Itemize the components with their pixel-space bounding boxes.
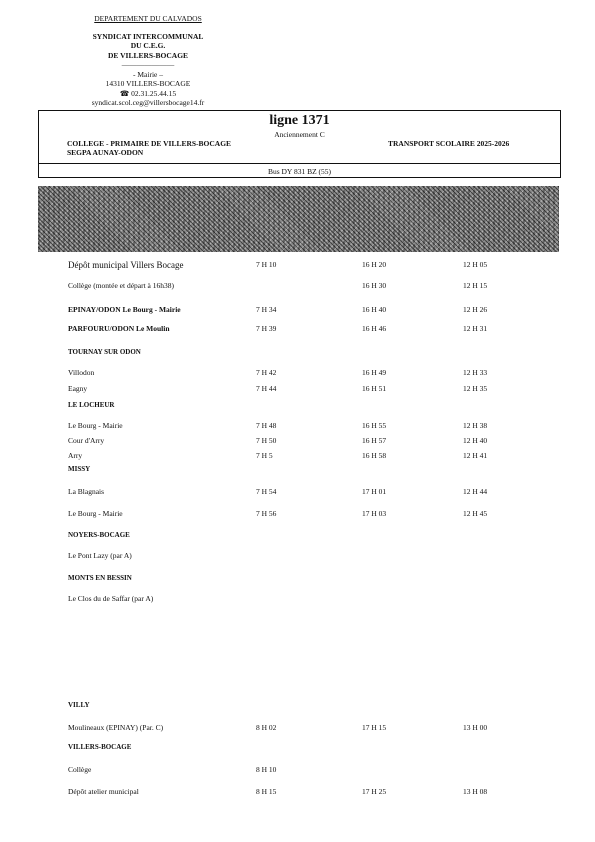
bus-label: Bus DY 831 BZ (55) [267,167,332,176]
time-afternoon: 16 H 40 [362,305,387,314]
time-midday: 13 H 00 [463,723,488,732]
table-row [0,435,595,447]
transport-label: TRANSPORT SCOLAIRE 2025-2026 [388,139,510,148]
table-row [0,764,595,776]
title-box [38,110,561,178]
phone: ☎ 02.31.25.44.15 [119,88,177,98]
commune-heading: VILLERS-BOCAGE [68,743,132,751]
time-afternoon: 17 H 25 [362,787,387,796]
stop-name: La Blagnais [68,487,105,496]
commune-heading: NOYERS-BOCAGE [68,531,130,539]
table-row [0,304,595,316]
time-midday: 13 H 08 [463,787,488,796]
time-midday: 12 H 33 [463,368,488,377]
time-midday: 12 H 38 [463,421,488,430]
time-midday: 12 H 44 [463,487,488,496]
time-morning: 7 H 48 [256,421,277,430]
time-midday: 12 H 15 [463,281,488,290]
time-morning: 7 H 44 [256,384,277,393]
time-afternoon: 16 H 20 [362,260,387,269]
stop-name: Eagny [68,384,88,393]
time-afternoon: 17 H 01 [362,487,387,496]
stop-name: Villodon [68,368,95,377]
time-afternoon: 17 H 03 [362,509,387,518]
syndicat-line-2: DU C.E.G. [130,41,166,50]
time-morning: 7 H 34 [256,305,277,314]
time-morning: 7 H 54 [256,487,277,496]
time-afternoon: 16 H 58 [362,451,387,460]
table-row [0,550,595,562]
segpa-label: SEGPA AUNAY-ODON [67,148,144,157]
stop-name: PARFOURU/ODON Le Moulin [68,324,170,333]
commune-heading: VILLY [68,701,90,709]
time-morning: 8 H 10 [256,765,277,774]
stop-name: Moulineaux (EPINAY) (Par. C) [68,723,164,732]
commune-heading: MISSY [68,465,91,473]
time-afternoon: 17 H 15 [362,723,387,732]
ligne-title: ligne 1371 [269,113,330,128]
separator-dashes: ——————— [121,60,175,69]
table-row [0,593,595,605]
table-row [0,280,595,292]
mairie-label: - Mairie – [133,69,163,79]
table-row [0,786,595,798]
table-row [0,420,595,432]
time-morning: 8 H 15 [256,787,277,796]
table-row [0,383,595,395]
stop-name: Le Clos du de Saffar (par A) [68,594,154,603]
table-row [0,508,595,520]
box-divider [39,163,560,164]
column-header-band [38,186,559,252]
syndicat-line-3: DE VILLERS-BOCAGE [107,50,189,60]
time-midday: 12 H 35 [463,384,488,393]
time-midday: 12 H 40 [463,436,488,445]
time-morning: 7 H 5 [256,451,273,460]
stop-name: Collège (montée et départ à 16h38) [68,281,175,290]
time-morning: 7 H 56 [256,509,277,518]
time-morning: 7 H 42 [256,368,277,377]
stop-name: Le Bourg - Mairie [68,421,123,430]
stop-name: EPINAY/ODON Le Bourg - Mairie [68,305,181,314]
stop-name: Cour d'Arry [68,436,105,445]
time-afternoon: 16 H 57 [362,436,387,445]
table-row [0,259,595,271]
commune-heading: MONTS EN BESSIN [68,574,132,582]
stop-name: Le Pont Lazy (par A) [68,551,132,560]
table-row [0,323,595,335]
table-row [0,450,595,462]
time-afternoon: 16 H 51 [362,384,387,393]
stop-name: Arry [68,451,83,460]
time-midday: 12 H 41 [463,451,488,460]
ligne-subtitle: Anciennement C [274,130,325,139]
time-morning: 7 H 39 [256,324,277,333]
time-midday: 12 H 05 [463,260,488,269]
time-midday: 12 H 31 [463,324,488,333]
letterhead [58,14,238,108]
stop-name: Collège [68,765,92,774]
time-afternoon: 16 H 49 [362,368,387,377]
time-midday: 12 H 26 [463,305,488,314]
stop-name: Le Bourg - Mairie [68,509,123,518]
syndicat-line-1: SYNDICAT INTERCOMMUNAL [92,31,204,41]
time-morning: 8 H 02 [256,723,277,732]
address: 14310 VILLERS-BOCAGE [105,79,191,88]
email: syndicat.scol.ceg@villersbocage14.fr [91,98,205,107]
stop-name: Dépôt atelier municipal [68,787,139,796]
time-afternoon: 16 H 55 [362,421,387,430]
stop-name: Dépôt municipal Villers Bocage [68,260,184,270]
commune-heading: LE LOCHEUR [68,401,115,409]
time-morning: 7 H 50 [256,436,277,445]
time-afternoon: 16 H 30 [362,281,387,290]
time-midday: 12 H 45 [463,509,488,518]
table-row [0,486,595,498]
table-row [0,722,595,734]
department-name: DEPARTEMENT DU CALVADOS [94,14,202,23]
college-label: COLLEGE - PRIMAIRE DE VILLERS-BOCAGE [67,139,232,148]
time-afternoon: 16 H 46 [362,324,387,333]
time-morning: 7 H 10 [256,260,277,269]
commune-heading: TOURNAY SUR ODON [68,348,141,356]
table-row [0,367,595,379]
